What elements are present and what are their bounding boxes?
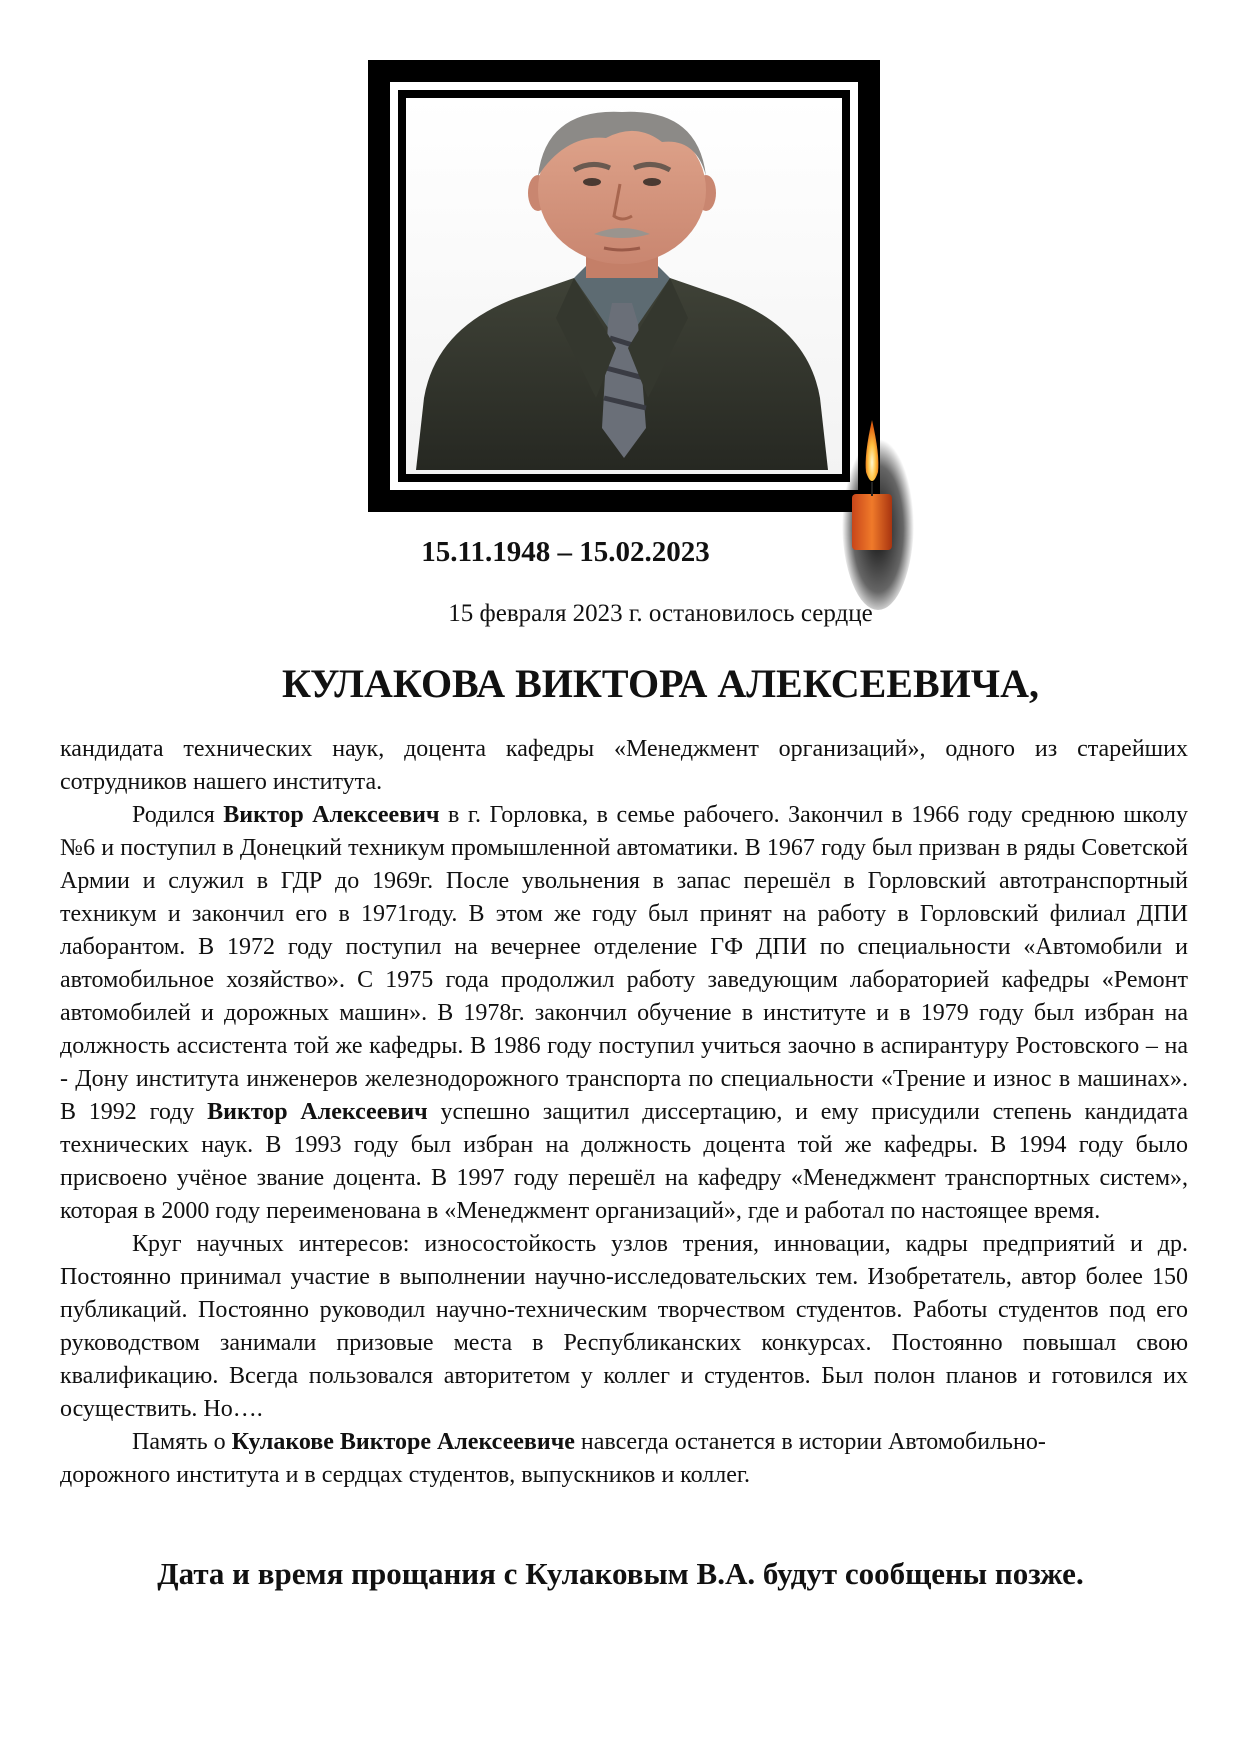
text-span: Родился xyxy=(132,802,224,828)
paragraph-biography xyxy=(60,799,1188,1228)
obituary-text xyxy=(60,733,1188,1492)
candle-icon xyxy=(834,410,914,610)
bold-name: Виктор Алексеевич xyxy=(207,1099,428,1125)
paragraph-memory xyxy=(60,1426,1188,1459)
frame-white-border xyxy=(390,82,858,490)
paragraph-title: кандидата технических наук, доцента кафедры «Менеджмент организаций», одного из старейших сотрудников нашего института. xyxy=(60,736,1188,795)
text-span: в г. Горловка, в семье рабочего. Закончил в 1966 году среднюю школу №6 и поступил в Донецкий техникум промышленной автоматики. В 1967 году был призван в ряды Советской Армии и служил в ГДР до 1969г. После увольнения в запас перешёл в Горловский автотранспортный техникум и закончил его в 1971году. В этом же году был принят на работу в Горловский филиал ДПИ лаборантом. В 1972 году поступил на вечернее отделение ГФ ДПИ по специальности «Автомобили и автомобильное хозяйство». С 1975 года продолжил работу заведующим лабораторией кафедры «Ремонт автомобилей и дорожных машин». В 1978г. закончил обучение в институте и в 1979 году был избран на должность ассистента той же кафедры. В 1986 году поступил учиться заочно в аспирантуру Ростовского – на - Дону института инженеров железнодорожного транспорта по специальности «Трение и износ в машинах». В 1992 году xyxy=(60,802,1188,1125)
frame-inner-border xyxy=(398,90,850,482)
intro-line: 15 февраля 2023 г. остановилось сердце xyxy=(448,600,873,627)
text-span: навсегда останется в истории Автомобильно- xyxy=(574,1429,1046,1455)
bold-name: Кулакове Викторе Алексеевиче xyxy=(231,1429,575,1455)
text-span: успешно защитил диссертацию, и ему присудили степень кандидата технических наук. В 1993 году был избран на должность доцента той же кафедры. В 1994 году было присвоено учёное звание доцента. В 1997 году перешёл на кафедру «Менеджмент транспортных систем», которая в 2000 году переименована в «Менеджмент организаций», где и работал по настоящее время. xyxy=(60,1099,1188,1224)
portrait-photo xyxy=(406,98,842,474)
bold-name: Виктор Алексеевич xyxy=(223,802,440,828)
portrait-illustration xyxy=(406,98,838,470)
paragraph-interests: Круг научных интересов: износостойкость узлов трения, инновации, кадры предприятий и др. Постоянно принимал участие в выполнении научно-исследовательских тем. Изобретатель, автор более 150 публикаций. Постоянно руководил научно-техническим творчеством студентов. Работы студентов под его руководством занимали призовые места в Республиканских конкурсах. Постоянно повышал свою квалификацию. Всегда пользовался авторитетом у коллег и студентов. Был полон планов и готовился их осуществить. Но…. xyxy=(60,1231,1188,1422)
paragraph-memory-end: дорожного института и в сердцах студентов, выпускников и коллег. xyxy=(60,1462,751,1488)
mourning-frame xyxy=(368,60,880,512)
text-span: Память о xyxy=(132,1429,232,1455)
deceased-name: КУЛАКОВА ВИКТОРА АЛЕКСЕЕВИЧА, xyxy=(281,661,1040,706)
farewell-notice: Дата и время прощания с Кулаковым В.А. будут сообщены позже. xyxy=(157,1556,1084,1591)
life-dates: 15.11.1948 – 15.02.2023 xyxy=(421,536,710,568)
